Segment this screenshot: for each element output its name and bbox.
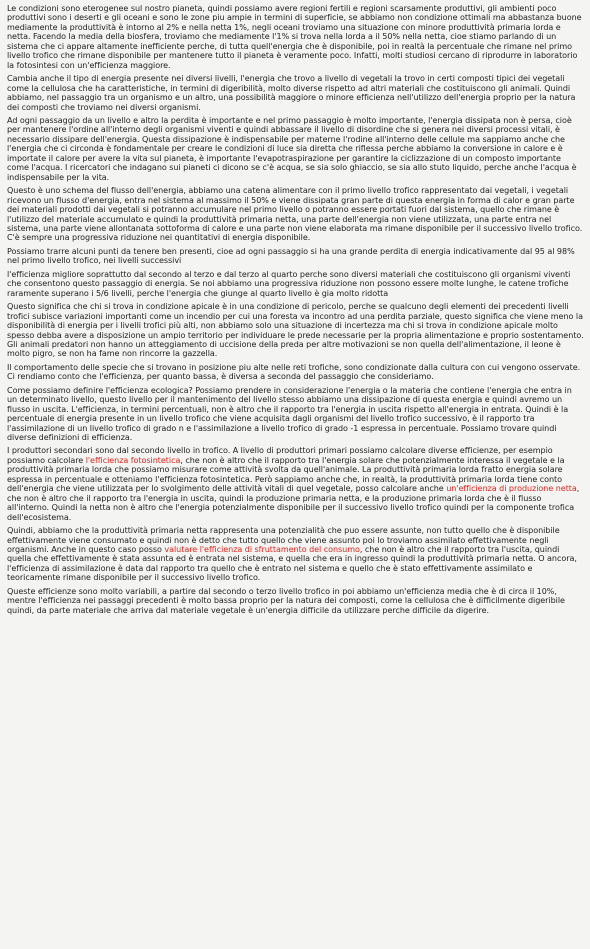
paragraph-text: , che non è altro che il rapporto tra l'uscita, quindi quella che effettivamente è stata assunta ed è entrata nel sistema, e quella che era in ingresso quindi la produttività primaria netta. O ancora, l'efficienza di assimilazione è data dal rapporto tra quello che è entrato nel sistema e quello che è stato effettivamente assimilato e teoricamente rimane disponibile per il successivo livello trofico. xyxy=(7,545,577,583)
paragraph xyxy=(7,587,584,615)
paragraph xyxy=(7,247,584,266)
paragraph-text: Questo significa che chi si trova in condizione apicale è in una condizione di pericolo, perche se qualcuno degli elementi dei precedenti livelli trofici subisce variazioni importanti come un incendio per cui una foresta va incontro ad una perdita parziale, questo significa che viene meno la disponibilità di energia per i livelli trofici più alti, non abbiamo solo una situazione di incertezza ma chi si trova in condizione apicale molto spesso debba avere a disposizione un ampio territorio per individuare le prede necessarie per la propria alimentazione e proprio sostentamento. Gli animali predatori non hanno un atteggiamento di uccisione della preda per altre motivazioni se non quella dell'alimentazione, il leone è molto pigro, se non ha fame non rincorre la gazzella. xyxy=(7,302,584,359)
highlighted-term: l'efficienza fotosintetica xyxy=(85,455,181,465)
paragraph xyxy=(7,116,584,182)
paragraph-text: Come possiamo definire l'efficienza ecologica? Possiamo prendere in considerazione l'energia o la materia che contiene l'energia che entra in un determinato livello, questo livello per il mantenimento del livello stesso abbiamo una dissipazione di questa energia e quindi avremo un flusso in uscita. L'efficienza, in termini percentuali, non è altro che il rapporto tra l'energia in uscita rispetto all'energia in entrata. Quindi è la percentuale di energia presente in un livello trofico che viene acquisita dagli organismi del livello trofico successivo, è il rapporto tra l'assimilazione di un livello trofico di grado n e l'assimilazione a livello trofico di grado -1 espressa in percentuale. Possiamo trovare quindi diverse definizioni di efficienza. xyxy=(7,385,572,443)
highlighted-term: un'efficienza di produzione netta xyxy=(446,484,577,494)
paragraph xyxy=(7,186,584,243)
paragraph-text: Ad ogni passaggio da un livello e altro la perdita è importante e nel primo passaggio è molto importante, l'energia dissipata non è persa, cioè per mantenere l'ordine all'interno degli organismi viventi e quindi abbassare il livello di disordine che si genera nei diversi processi vitali, è necessario dissipare dell'energia. Questa dissipazione è indispensabile per materne l'rodine all'interno delle cellule ma sappiamo anche che l'energia che ci circonda è fondamentale per creare le condizioni di luce sia diretta che riflessa perche abbiamo la conversione in calore e è importate il calore per avere la vita sul pianeta, è importante l'evapotraspirazione per garantire la ciclizzazione di un composto importante come l'acqua. I ricercatori che indagano sui pianeti ci dicono se c'è acqua, se sia solo ghiaccio, se sia allo stuto liquido, perche anche l'acqua è indispensabile per la vita. xyxy=(7,115,577,182)
paragraph-text: Le condizioni sono eterogenee sul nostro pianeta, quindi possiamo avere regioni fertili e regioni scarsamente produttivi, gli ambienti poco produttivi sono i deserti e gli oceani e sono le zone piu ampie in termini di superficie, se abbiamo non condizione ottimali ma abbastanza buone mediamente la produttività è intorno al 2% e nella netta 1%, negli oceani troviamo una situazione con minore produttività primaria lorda e netta. Facendo la media della biosfera, troviamo che mediamente l'1% si trova nella lorda a il 50% nella netta, cioe stiamo parlando di un sistema che ci appare altamente inefficiente perche, di tutta quell'energia che è disponibile, poi in realtà la percentuale che rimane nel primo livello trofico che rimane disponibile per mantenere tutto il pianeta è veramente poco. Infatti, molti studiosi cercano di riprodurre in laboratorio la fotosintesi con un'efficienza maggiore. xyxy=(7,4,582,70)
paragraph-text: l'efficienza migliore soprattutto dal secondo al terzo e dal terzo al quarto perche sono diversi materiali che costituiscono gli organismi viventi che consentono questo passaggio di energia. Se noi abbiamo una progressiva riduzione non possono essere molte lunghe, le catene trofiche raramente superano i 5/6 livelli, perche l'energia che giunge al quarto livello è gia molto ridotta xyxy=(7,269,571,298)
paragraph-text: Queste efficienze sono molto variabili, a partire dal secondo o terzo livello trofico in poi abbiamo un'efficienza media che è di circa il 10%, mentre l'efficienza nei passaggi precedenti è molto bassa proprio per la natura dei composti, come la cellulosa che è difficilmente digeribile quindi, da parte materiale che arriva dal materiale vegetale è un'energia difficile da utilizzare perche difficile da digerire. xyxy=(7,586,565,615)
paragraph xyxy=(7,302,584,359)
paragraph xyxy=(7,74,584,112)
paragraph xyxy=(7,363,584,382)
paragraph xyxy=(7,526,584,583)
paragraph-text: Quindi, abbiamo che la produttività primaria netta rappresenta una potenzialità che puo essere assunte, non tutto quello che è disponibile effettivamente viene consumato e quindi non è detto che tutto quello che viene assunto poi lo troviamo assimilato effettivamente negli organismi. Anche in questo caso posso xyxy=(7,526,560,555)
paragraph xyxy=(7,4,584,70)
paragraph-text: Cambia anche il tipo di energia presente nei diversi livelli, l'energia che trovo a livello di vegetali la trovo in certi composti tipici dei vegetali come la cellulosa che ha caratteristiche, in termini di digeribilità, molto diverse rispetto ad altri materiali che costituiscono gli animali. Quindi abbiamo, nel passaggio tra un organismo e un altro, una possibilità maggiore o minore efficienza nell'utilizzo dell'energia proprio per la natura dei composti che troviamo nei diversi organismi. xyxy=(7,74,576,112)
paragraph-text: I produttori secondari sono dal secondo livello in trofico. A livello di produttori primari possiamo calcolare diverse efficienze, per esempio possiamo calcolare xyxy=(7,446,553,465)
paragraph xyxy=(7,270,584,298)
paragraph-text: Il comportamento delle specie che si trovano in posizione piu alte nelle reti trofiche, sono condizionate dalla cultura con cui vengono osservate. Ci rendiamo conto che l'efficienza, per quanto bassa, è diversa a seconda del passaggio che consideriamo. xyxy=(7,362,581,382)
paragraph-text: , che non è altro che il rapporto tra l'energia in uscita, quindi la produzione primaria netta, e la produzione primaria lorda che è il flusso all'interno. Quindi la netta non è altro che l'energia potenzialmente disponibile per il successivo livello trofico quindi per la componente trofica dell'ecosistema. xyxy=(7,484,580,522)
paragraph xyxy=(7,386,584,443)
paragraph xyxy=(7,446,584,522)
paragraph-text: Questo è uno schema del flusso dell'energia, abbiamo una catena alimentare con il primo livello trofico rappresentato dai vegetali, i vegetali ricevono un flusso d'energia, entra nel sistema al massimo il 50% e viene dissipata gran parte di questa energia in forma di calor e gran parte dei materiali prodotti dai vegetali si potranno accumulare nel primo livello o potranno essere portati fuori dal sistema, quello che rimane è l'utilizzo del materiale accumulato e quindi la produttività primaria netta, una parte dell'energia non viene utilizzata, una parte entra nel sistema, una parte viene allontanata sottoforma di calore e una parte non viene elaborata ma rimane disponibile per il successivo livello trofico. C'è sempre una progressiva riduzione nei quantitativi di energia disponibile. xyxy=(7,186,583,243)
highlighted-term: valutare l'efficienza di sfruttamento del consumo xyxy=(164,545,360,555)
paragraph-text: , che non è altro che il rapporto tra l'energia solare che potenzialmente interessa il vegetale e la produttività primaria lorda che possiamo misurare come attività svolta da quell'animale. La produttività primaria lorda fratto energia solare espressa in percentuale e otteniamo l'efficienza fotosintetica. Però sappiamo anche che, in realtà, la produttività primaria lorda tiene conto dell'energia che viene utilizzata per lo svolgimento delle attività vitali di quel vegetale, posso calcolare anche xyxy=(7,455,565,494)
paragraph-text: Possiamo trarre alcuni punti da tenere ben presenti, cioe ad ogni passaggio si ha una grande perdita di energia indicativamente dal 95 al 98% nel primo livello trofico, nei livelli successivi xyxy=(7,246,575,266)
